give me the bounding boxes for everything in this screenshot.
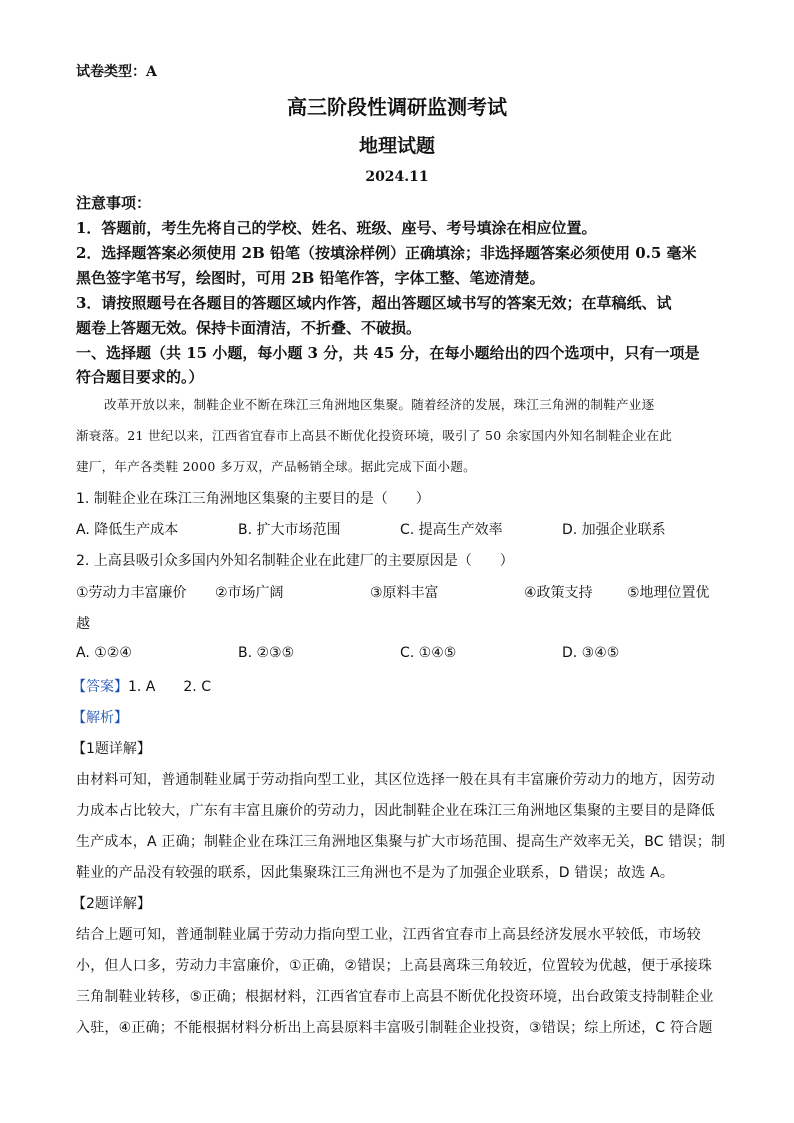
analysis-q2-tag: 【2题详解】 [72,896,151,912]
question-2-factor-2: ②市场广阔 [215,585,284,601]
subject-title: 地理试题 [358,135,435,157]
analysis-q1-line-1: 由材料可知，普通制鞋业属于劳动指向型工业，其区位选择一般在具有丰富廉价劳动力的地方，因劳动 [76,772,715,788]
analysis-q1-tag: 【1题详解】 [72,741,151,757]
question-2-factor-1: ①劳动力丰富廉价 [76,585,187,601]
question-2-option-d: D. ③④⑤ [562,645,620,661]
section-heading-line-1: 一、选择题（共 15 小题，每小题 3 分，共 45 分，在每小题给出的四个选项中，只有一项是 [76,344,700,362]
paper-type: 试卷类型：A [76,64,157,80]
question-2-factor-4: ④政策支持 [524,585,593,601]
question-2-option-c: C. ①④⑤ [400,645,457,661]
analysis-q2-line-4: 入驻，④正确；不能根据材料分析出上高县原料丰富吸引制鞋企业投资，③错误；综上所述，C 符合题 [76,1020,713,1036]
analysis-q2-line-1: 结合上题可知，普通制鞋业属于劳动力指向型工业，江西省宜春市上高县经济发展水平较低，市场较 [76,927,701,943]
analysis-q1-line-4: 鞋业的产品没有较强的联系，因此集聚珠江三角洲也不是为了加强企业联系，D 错误；故选 A。 [76,865,675,881]
analysis-q1-line-3: 生产成本，A 正确；制鞋企业在珠江三角洲地区集聚与扩大市场范围、提高生产效率无关，BC 错误；制 [76,834,726,850]
page-title: 高三阶段性调研监测考试 [287,95,507,119]
analysis-q2-line-3: 三角制鞋业转移，⑤正确；根据材料，江西省宜春市上高县不断优化投资环境，出台政策支持制鞋企业 [76,989,714,1005]
notice-item-2-line-2: 黑色签字笔书写，绘图时，可用 2B 铅笔作答，字体工整、笔迹清楚。 [76,269,545,287]
question-2-option-b: B. ②③⑤ [238,645,295,661]
analysis-q2-line-2: 小，但人口多，劳动力丰富廉价，①正确，②错误；上高县离珠三角较近，位置较为优越，便于承接珠 [76,958,713,974]
question-1-option-b: B. 扩大市场范围 [238,522,341,538]
material-line-3: 建厂，年产各类鞋 2000 多万双，产品畅销全球。据此完成下面小题。 [76,459,476,474]
material-line-2: 渐衰落。21 世纪以来，江西省宜春市上高县不断优化投资环境，吸引了 50 余家国内外知名制鞋企业在此 [76,428,673,443]
notice-item-1: 1．答题前，考生先将自己的学校、姓名、班级、座号、考号填涂在相应位置。 [76,219,597,237]
question-2-option-a: A. ①②④ [76,645,132,661]
answer-row [72,676,211,696]
notice-item-3-line-1: 3．请按照题号在各题目的答题区域内作答，超出答题区域书写的答案无效；在草稿纸、试 [76,294,672,312]
analysis-tag: 【解析】 [72,710,128,726]
exam-date: 2024.11 [365,169,429,185]
notice-item-3-line-2: 题卷上答题无效。保持卡面清洁，不折叠、不破损。 [76,319,422,337]
question-1-option-a: A. 降低生产成本 [76,522,179,538]
section-heading-line-2: 符合题目要求的。） [76,368,204,386]
question-1-option-d: D. 加强企业联系 [562,522,666,538]
answer-values: 1. A 2. C [128,679,211,695]
notice-heading: 注意事项： [76,194,152,212]
question-2-factor-wrap: 越 [76,616,90,632]
material-line-1: 改革开放以来，制鞋企业不断在珠江三角洲地区集聚。随着经济的发展，珠江三角洲的制鞋产业逐 [104,397,655,412]
answer-tag: 【答案】 [72,679,128,695]
question-1-option-c: C. 提高生产效率 [400,522,503,538]
notice-item-2-line-1: 2．选择题答案必须使用 2B 铅笔（按填涂样例）正确填涂；非选择题答案必须使用 0.5 毫米 [76,244,697,262]
question-2-factor-3: ③原料丰富 [370,585,439,601]
question-2-factor-5: ⑤地理位置优 [627,585,710,601]
question-1-stem: 1. 制鞋企业在珠江三角洲地区集聚的主要目的是（ ） [76,491,430,507]
analysis-q1-line-2: 力成本占比较大，广东有丰富且廉价的劳动力，因此制鞋企业在珠江三角洲地区集聚的主要目的是降低 [76,803,715,819]
question-2-stem: 2. 上高县吸引众多国内外知名制鞋企业在此建厂的主要原因是（ ） [76,553,514,569]
